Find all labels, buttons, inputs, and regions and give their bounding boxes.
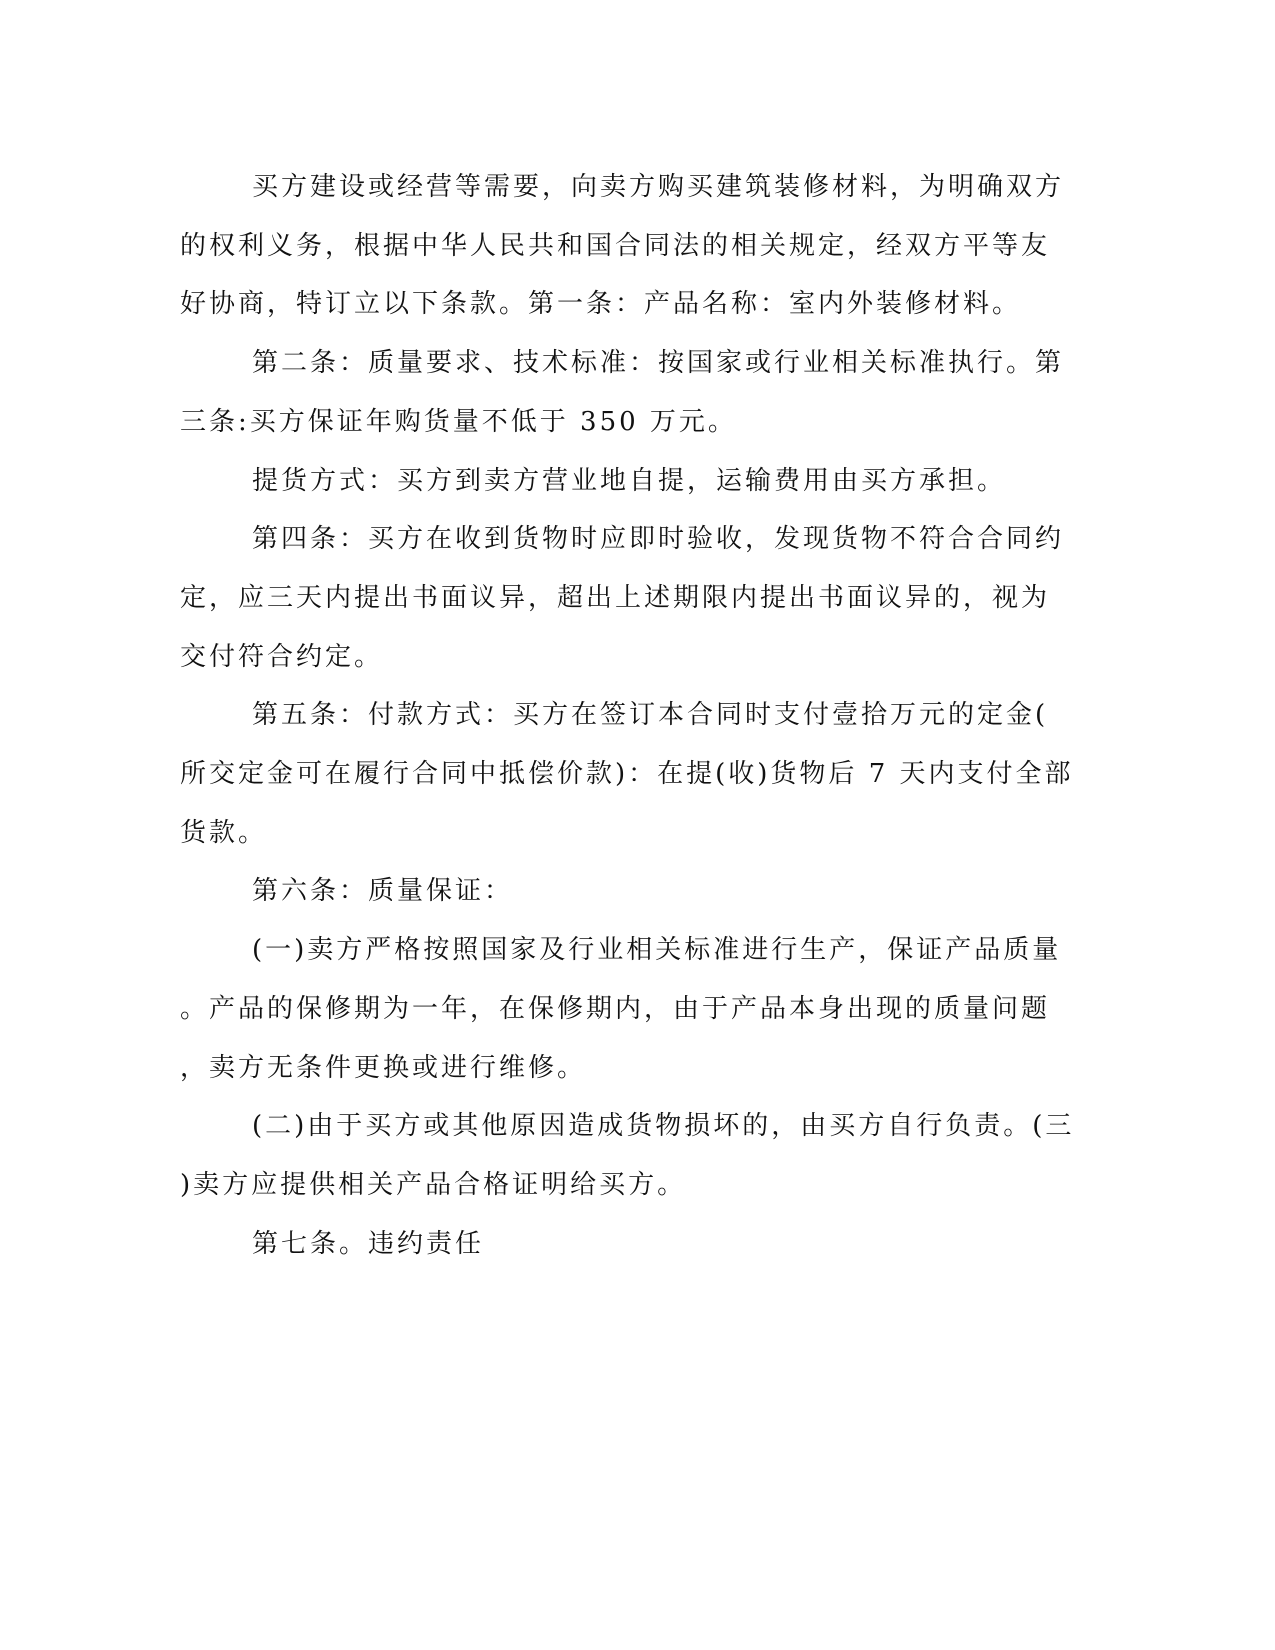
paragraph-delivery (180, 452, 1025, 511)
text-line: 第七条。违约责任 (252, 1228, 485, 1259)
text-line: 定，应三天内提出书面议异，超出上述期限内提出书面议异的，视为 (180, 582, 1051, 613)
text-line: 第四条：买方在收到货物时应即时验收，发现货物不符合合同约 (252, 524, 1065, 555)
paragraph-article-5 (180, 686, 1074, 862)
text-line: 所交定金可在履行合同中抵偿价款)：在提(收)货物后 7 天内支付全部 (180, 759, 1074, 790)
paragraph-purpose (180, 158, 1065, 334)
paragraph-article-6-heading (180, 862, 1025, 921)
text-line: 。产品的保修期为一年，在保修期内，由于产品本身出现的质量问题 (180, 993, 1051, 1024)
paragraph-article-2 (180, 334, 1065, 451)
paragraph-article-6-item-1 (180, 921, 1062, 1097)
text-line: 三条:买方保证年购货量不低于 350 万元。 (180, 406, 737, 437)
text-line: 好协商，特订立以下条款。第一条：产品名称：室内外装修材料。 (180, 289, 1022, 320)
contract-body (180, 158, 1075, 1273)
text-line: )卖方应提供相关产品合格证明给买方。 (180, 1169, 687, 1200)
text-line: ，卖方无条件更换或进行维修。 (180, 1052, 587, 1083)
text-line: 第六条：质量保证： (252, 876, 514, 907)
text-line: 买方建设或经营等需要，向卖方购买建筑装修材料，为明确双方 (252, 172, 1065, 202)
text-line: (二)由于买方或其他原因造成货物损坏的，由买方自行负责。(三 (252, 1111, 1075, 1142)
text-line: 第二条：质量要求、技术标准：按国家或行业相关标准执行。第 (252, 348, 1065, 379)
paragraph-article-7-heading (180, 1215, 1025, 1274)
text-line: 交付符合约定。 (180, 641, 384, 672)
paragraph-article-4 (180, 510, 1065, 686)
text-line: 货款。 (180, 817, 268, 848)
text-line: (一)卖方严格按照国家及行业相关标准进行生产，保证产品质量 (252, 935, 1062, 966)
text-line: 提货方式：买方到卖方营业地自提，运输费用由买方承担。 (252, 465, 1007, 496)
text-line: 的权利义务，根据中华人民共和国合同法的相关规定，经双方平等友 (180, 230, 1051, 261)
text-line: 第五条：付款方式：买方在签订本合同时支付壹拾万元的定金( (252, 700, 1049, 731)
paragraph-article-6-item-2 (180, 1097, 1075, 1214)
